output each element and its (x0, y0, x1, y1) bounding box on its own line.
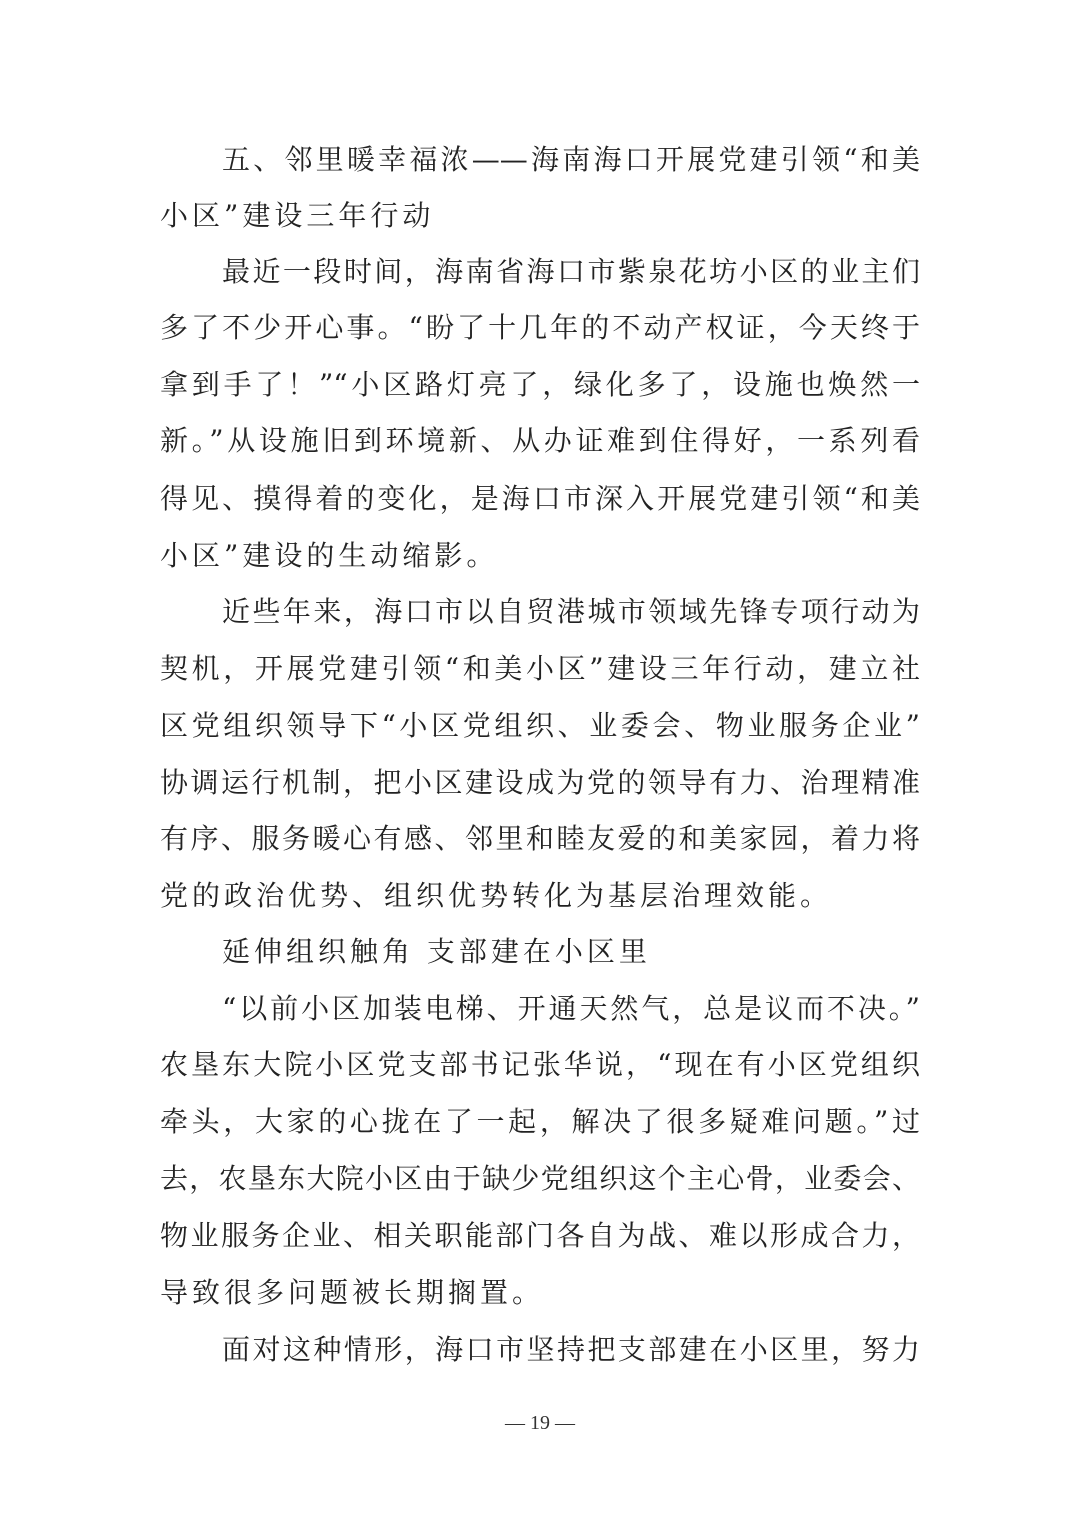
text-line: 得见、摸得着的变化，是海口市深入开展党建引领“和美 (160, 482, 920, 515)
heading-line-2: 小区”建设三年行动 (160, 199, 435, 232)
text-line: 去，农垦东大院小区由于缺少党组织这个主心骨，业委会、 (160, 1162, 920, 1195)
text-line: 拿到手了！”“小区路灯亮了，绿化多了，设施也焕然一 (160, 368, 920, 401)
subheading: 延伸组织触角 支部建在小区里 (222, 935, 651, 968)
text-line: 物业服务企业、相关职能部门各自为战、难以形成合力， (160, 1219, 920, 1252)
text-line: 多了不少开心事。“盼了十几年的不动产权证，今天终于 (160, 311, 920, 344)
text-line: 有序、服务暖心有感、邻里和睦友爱的和美家园，着力将 (160, 822, 920, 855)
text-line: 农垦东大院小区党支部书记张华说，“现在有小区党组织 (160, 1048, 920, 1081)
text-line: “以前小区加装电梯、开通天然气，总是议而不决。” (222, 992, 920, 1025)
page-number: — 19 — (505, 1412, 575, 1434)
text-line: 导致很多问题被长期搁置。 (160, 1276, 545, 1309)
heading-line-1: 五、邻里暖幸福浓——海南海口开展党建引领“和美 (222, 143, 920, 176)
text-line: 近些年来，海口市以自贸港城市领域先锋专项行动为 (222, 595, 920, 628)
text-line: 党的政治优势、组织优势转化为基层治理效能。 (160, 879, 833, 912)
text-line: 契机，开展党建引领“和美小区”建设三年行动，建立社 (160, 652, 920, 685)
text-line: 最近一段时间，海南省海口市紫泉花坊小区的业主们 (222, 255, 920, 288)
text-line: 小区”建设的生动缩影。 (160, 539, 499, 572)
text-line: 协调运行机制，把小区建设成为党的领导有力、治理精准 (160, 766, 920, 799)
text-line: 牵头，大家的心拢在了一起，解决了很多疑难问题。”过 (160, 1105, 920, 1138)
text-line: 区党组织领导下“小区党组织、业委会、物业服务企业” (160, 709, 920, 742)
text-line: 新。”从设施旧到环境新、从办证难到住得好，一系列看 (160, 424, 920, 457)
text-line: 面对这种情形，海口市坚持把支部建在小区里，努力 (222, 1333, 920, 1366)
